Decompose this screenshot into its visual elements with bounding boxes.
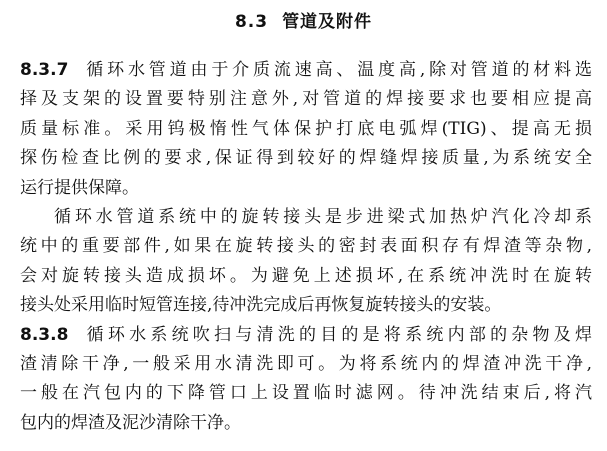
clause-8-3-7	[20, 56, 592, 203]
line-text: 循环水系统吹扫与清洗的目的是将系统内部的杂物及焊	[82, 324, 592, 345]
text-line	[20, 321, 592, 350]
paragraph-rotary-joint	[20, 203, 592, 321]
section-title-text: 管道及附件	[282, 12, 373, 32]
text-line: 运行提供保障。	[20, 177, 139, 198]
text-line: 择及支架的设置要特别注意外,对管道的焊接要求也要相应提高	[20, 89, 592, 110]
section-heading	[0, 10, 607, 34]
body-text	[20, 56, 592, 438]
line-text: 循环水管道由于介质流速高、温度高,除对管道的材料选	[82, 60, 592, 80]
text-line: 会对旋转接头造成损坏。为避免上述损坏,在系统冲洗时在旋转	[20, 265, 592, 286]
text-line: 循环水管道系统中的旋转接头是步进梁式加热炉汽化冷却系	[54, 207, 592, 228]
text-line: 统中的重要部件,如果在旋转接头的密封表面积存有焊渣等杂物,	[20, 236, 592, 257]
clause-8-3-8	[20, 321, 592, 439]
text-line: 接头处采用临时短管连接,待冲洗完成后再恢复旋转接头的安装。	[20, 295, 502, 316]
text-line	[20, 56, 592, 85]
text-line: 渣清除干净,一般采用水清洗即可。为将系统内的焊渣冲洗干净,	[20, 354, 592, 375]
text-line: 探伤检查比例的要求,保证得到较好的焊缝焊接质量,为系统安全	[20, 148, 592, 169]
clause-number: 8.3.8	[20, 324, 69, 345]
section-number: 8.3	[234, 12, 269, 32]
text-line: 质量标准。采用钨极惰性气体保护打底电弧焊(TIG)、提高无损	[20, 118, 592, 139]
clause-number: 8.3.7	[20, 60, 69, 80]
text-line: 包内的焊渣及泥沙清除干净。	[20, 412, 241, 433]
text-line: 一般在汽包内的下降管口上设置临时滤网。待冲洗结束后,将汽	[20, 383, 592, 404]
